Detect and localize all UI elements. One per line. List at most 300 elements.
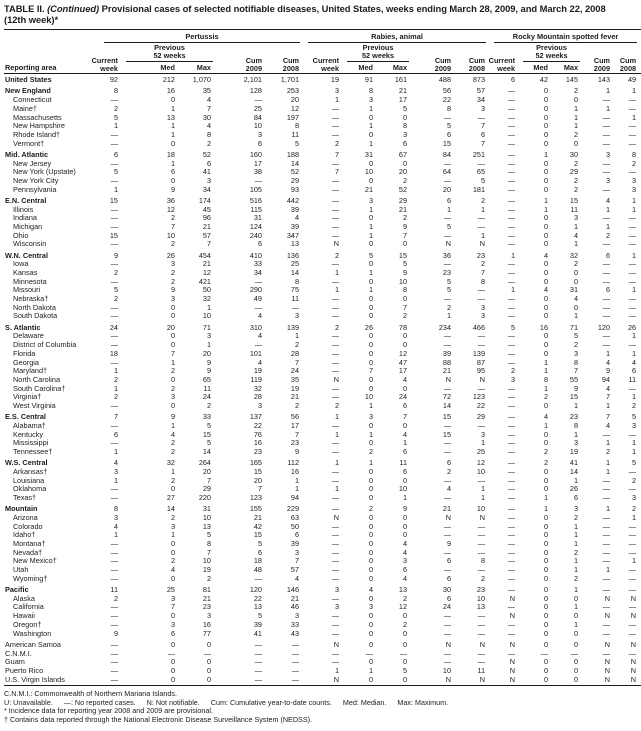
value-cell: — xyxy=(110,158,118,168)
header-group-row xyxy=(4,29,641,43)
value-cell: — xyxy=(628,628,637,638)
value-cell: 3 xyxy=(170,259,175,269)
value-cell: 17 xyxy=(398,366,408,376)
value-cell: — xyxy=(628,239,637,249)
value-cell: 7 xyxy=(294,556,300,566)
value-cell: 1 xyxy=(632,112,637,122)
value-cell: 6 xyxy=(257,138,262,148)
value-cell: 4 xyxy=(402,429,408,439)
value-cell: 0 xyxy=(520,676,553,686)
value-cell: 7 xyxy=(480,267,486,277)
value-cell: — xyxy=(331,593,340,603)
value-cell: 21 xyxy=(202,259,211,269)
value-cell: — xyxy=(331,195,340,205)
value-cell: 0 xyxy=(402,530,408,540)
value-cell: 8 xyxy=(294,276,300,286)
value-cell: — xyxy=(110,665,118,675)
reporting-area-cell: North Carolina xyxy=(13,374,61,384)
value-cell: 4 xyxy=(206,95,211,105)
value-cell: N xyxy=(604,611,611,621)
value-cell: 0 xyxy=(543,331,549,341)
value-cell: 0 xyxy=(543,129,549,139)
value-cell: — xyxy=(254,648,262,658)
value-cell: 26 xyxy=(627,322,637,332)
value-cell: — xyxy=(443,565,452,575)
value-cell: — xyxy=(443,611,452,621)
value-cell: 20 xyxy=(166,322,175,332)
value-cell: — xyxy=(602,158,611,168)
value-cell: 1 xyxy=(368,103,374,113)
value-cell: 1 xyxy=(543,366,549,376)
value-cell: 7 xyxy=(294,429,300,439)
value-cell: 1 xyxy=(334,429,340,439)
value-cell: — xyxy=(602,521,611,531)
reporting-area-cell: New England xyxy=(5,86,51,96)
value-cell: 20 xyxy=(202,466,211,476)
value-cell: 20 xyxy=(253,475,262,485)
value-cell: 488 xyxy=(412,74,456,85)
value-cell: 4 xyxy=(113,458,118,468)
value-cell: — xyxy=(331,129,340,139)
value-cell: 3 xyxy=(113,512,118,522)
value-cell: 1 xyxy=(543,383,549,393)
value-cell: 8 xyxy=(402,121,408,131)
reporting-area-cell: South Dakota xyxy=(13,311,58,321)
value-cell: 14 xyxy=(442,401,452,411)
value-cell: — xyxy=(291,639,300,649)
value-cell: 197 xyxy=(286,112,300,122)
value-cell: — xyxy=(443,521,452,531)
value-cell: 0 xyxy=(368,547,374,557)
value-cell: — xyxy=(602,213,611,223)
reporting-area-cell: E.N. Central xyxy=(5,195,47,205)
value-cell: 1 xyxy=(543,420,549,430)
value-cell: 1 xyxy=(632,331,637,341)
value-cell: — xyxy=(628,138,637,148)
reporting-area-cell: California xyxy=(13,602,44,612)
value-cell: 33 xyxy=(202,412,211,422)
value-cell: 76 xyxy=(253,429,262,439)
value-cell: 2 xyxy=(113,593,118,603)
value-cell: — xyxy=(291,302,300,312)
value-cell: — xyxy=(443,438,452,448)
value-cell: 24 xyxy=(202,392,211,402)
value-cell: 3 xyxy=(294,547,300,557)
value-cell: 72 xyxy=(442,392,452,402)
value-cell: 410 xyxy=(249,250,262,260)
value-cell: 0 xyxy=(543,628,549,638)
reporting-area-cell: Arkansas† xyxy=(13,466,48,476)
value-cell: 123 xyxy=(472,392,486,402)
reporting-area-cell: Nebraska† xyxy=(13,294,49,304)
value-cell: 6 xyxy=(402,447,408,457)
value-cell: — xyxy=(628,539,637,549)
value-cell: — xyxy=(331,438,340,448)
value-cell: — xyxy=(507,619,516,629)
value-cell: 7 xyxy=(294,357,300,367)
value-cell: 0 xyxy=(368,294,374,304)
value-cell: 1 xyxy=(294,475,300,485)
value-cell: — xyxy=(477,530,486,540)
value-cell: 6 xyxy=(446,573,452,583)
value-cell: 23 xyxy=(476,250,486,260)
value-cell: 466 xyxy=(472,322,486,332)
value-cell: 8 xyxy=(480,556,486,566)
table-row xyxy=(4,186,641,195)
value-cell: — xyxy=(602,648,611,658)
value-cell: 146 xyxy=(286,585,300,595)
value-cell: — xyxy=(254,639,262,649)
value-cell: 0 xyxy=(543,239,549,249)
value-cell: 12 xyxy=(476,458,486,468)
value-cell: 5 xyxy=(632,412,637,422)
value-cell: 2 xyxy=(573,547,579,557)
value-cell: 1 xyxy=(605,565,611,575)
value-cell: — xyxy=(602,138,611,148)
value-cell: 3 xyxy=(257,401,262,411)
value-cell: — xyxy=(443,294,452,304)
value-cell: 0 xyxy=(368,129,374,139)
value-cell: 2 xyxy=(480,573,486,583)
value-cell: — xyxy=(291,665,300,675)
value-cell: 11 xyxy=(570,204,579,214)
value-cell: — xyxy=(507,521,516,531)
value-cell: 0 xyxy=(543,294,549,304)
value-cell: 3 xyxy=(480,103,486,113)
value-cell: 57 xyxy=(476,86,486,96)
value-cell: 9 xyxy=(206,357,211,367)
value-cell: 2 xyxy=(402,593,408,603)
value-cell: — xyxy=(110,639,118,649)
value-cell: 25 xyxy=(476,447,486,457)
value-cell: 32 xyxy=(202,294,211,304)
value-cell: 0 xyxy=(368,158,374,168)
value-cell: 55 xyxy=(569,374,579,384)
reporting-area-cell: West Virginia xyxy=(13,401,56,411)
value-cell: 4 xyxy=(573,230,579,240)
value-cell: 0 xyxy=(543,311,549,321)
value-cell: N xyxy=(509,611,516,621)
value-cell: 15 xyxy=(202,429,211,439)
value-cell: 2 xyxy=(543,447,549,457)
notifiable-diseases-table xyxy=(4,29,641,687)
value-cell: 15 xyxy=(442,412,452,422)
value-cell: — xyxy=(110,619,118,629)
value-cell: — xyxy=(507,103,516,113)
value-cell: 8 xyxy=(206,539,211,549)
value-cell: 6 xyxy=(206,158,211,168)
value-cell: — xyxy=(477,158,486,168)
value-cell: 2 xyxy=(206,138,211,148)
value-cell: — xyxy=(628,167,637,177)
value-cell: 1 xyxy=(446,311,452,321)
value-cell: 1 xyxy=(632,285,637,295)
value-cell: 1 xyxy=(573,311,579,321)
value-cell: 1 xyxy=(480,493,486,503)
value-cell: N xyxy=(630,657,637,667)
value-cell: 0 xyxy=(170,657,175,667)
value-cell: 6 xyxy=(402,565,408,575)
reporting-area-header: Reporting area xyxy=(4,29,100,74)
title-line2: (12th week)* xyxy=(4,13,59,25)
value-cell: 0 xyxy=(543,593,549,603)
value-cell: — xyxy=(331,619,340,629)
value-cell: 0 xyxy=(368,213,374,223)
value-cell: 8 xyxy=(446,103,452,113)
value-cell: 21 xyxy=(202,221,211,231)
value-cell: — xyxy=(507,648,516,658)
value-cell: 0 xyxy=(543,665,549,675)
value-cell: 7 xyxy=(480,121,486,131)
value-cell: 0 xyxy=(402,239,408,249)
value-cell: — xyxy=(110,276,118,286)
value-cell: 1 xyxy=(605,221,611,231)
value-cell: — xyxy=(602,239,611,249)
value-cell: — xyxy=(254,302,262,312)
value-cell: N xyxy=(615,676,641,686)
value-cell: 30 xyxy=(442,585,452,595)
value-cell: — xyxy=(477,619,486,629)
value-cell: 32 xyxy=(166,458,175,468)
value-cell: 42 xyxy=(520,74,553,85)
table-row xyxy=(4,575,641,584)
value-cell: 2 xyxy=(170,239,175,249)
value-cell: 2 xyxy=(573,158,579,168)
value-cell: 101 xyxy=(249,348,262,358)
value-cell: — xyxy=(443,530,452,540)
value-cell: 2 xyxy=(632,401,637,411)
value-cell: 19 xyxy=(290,383,300,393)
value-cell: 4 xyxy=(257,357,262,367)
value-cell: 1 xyxy=(113,530,118,540)
value-cell: 5 xyxy=(446,285,452,295)
value-cell: 2 xyxy=(573,129,579,139)
value-cell: 2 xyxy=(170,267,175,277)
value-cell: 28 xyxy=(290,348,300,358)
value-cell: 1 xyxy=(480,484,486,494)
value-cell: — xyxy=(443,213,452,223)
value-cell: 0 xyxy=(368,311,374,321)
value-cell: 9 xyxy=(402,267,408,277)
cum-2008-header: Cum 2008 xyxy=(619,55,637,73)
value-cell: — xyxy=(110,357,118,367)
value-cell: 0 xyxy=(368,302,374,312)
value-cell: 454 xyxy=(198,250,211,260)
value-cell: 4 xyxy=(170,429,175,439)
value-cell: 3 xyxy=(605,149,611,159)
value-cell: 0 xyxy=(170,311,175,321)
value-cell: — xyxy=(602,167,611,177)
value-cell: 7 xyxy=(206,547,211,557)
value-cell: — xyxy=(477,539,486,549)
value-cell: 3 xyxy=(368,602,374,612)
value-cell: 28 xyxy=(253,392,262,402)
value-cell: 1 xyxy=(573,530,579,540)
value-cell: 0 xyxy=(543,340,549,350)
value-cell: — xyxy=(602,512,611,522)
value-cell: 2 xyxy=(446,302,452,312)
value-cell: 1 xyxy=(113,121,118,131)
reporting-area-cell: Virginia† xyxy=(13,392,42,402)
value-cell: 32 xyxy=(253,383,262,393)
value-cell: 63 xyxy=(290,512,300,522)
value-cell: — xyxy=(507,175,516,185)
value-cell: — xyxy=(331,420,340,430)
value-cell: — xyxy=(507,138,516,148)
table-row xyxy=(4,148,641,159)
value-cell: — xyxy=(628,121,637,131)
value-cell: 0 xyxy=(543,602,549,612)
value-cell: 21 xyxy=(253,512,262,522)
reporting-area-cell: United States xyxy=(4,74,100,85)
value-cell: 17 xyxy=(398,95,408,105)
table-row xyxy=(4,140,641,149)
value-cell: — xyxy=(443,628,452,638)
value-cell: 26 xyxy=(364,322,374,332)
value-cell: 35 xyxy=(202,86,211,96)
value-cell: 5 xyxy=(206,420,211,430)
value-cell: 3 xyxy=(257,129,262,139)
value-cell: 2 xyxy=(573,175,579,185)
value-cell: — xyxy=(628,547,637,557)
value-cell: — xyxy=(100,676,123,686)
value-cell: — xyxy=(110,493,118,503)
value-cell: 10 xyxy=(398,484,408,494)
value-cell: 9 xyxy=(573,383,579,393)
value-cell: 1 xyxy=(294,331,300,341)
value-cell: — xyxy=(628,585,637,595)
value-cell: 4 xyxy=(294,573,300,583)
value-cell: N xyxy=(445,639,452,649)
value-cell: 23 xyxy=(569,412,579,422)
value-cell: 41 xyxy=(569,458,579,468)
value-cell: — xyxy=(628,484,637,494)
value-cell: 8 xyxy=(402,285,408,295)
value-cell: — xyxy=(477,657,486,667)
value-cell: 64 xyxy=(442,167,452,177)
value-cell: 2 xyxy=(605,447,611,457)
value-cell: 0 xyxy=(543,573,549,583)
value-cell: — xyxy=(507,86,516,96)
value-cell: 30 xyxy=(569,149,579,159)
value-cell: 123 xyxy=(249,493,262,503)
value-cell: 2 xyxy=(170,383,175,393)
group-header-pertussis: Pertussis xyxy=(100,29,304,43)
value-cell: 16 xyxy=(290,466,300,476)
value-cell: — xyxy=(507,95,516,105)
value-cell: 3 xyxy=(294,611,300,621)
value-cell: — xyxy=(110,484,118,494)
reporting-area-cell: Tennessee† xyxy=(13,447,53,457)
value-cell: — xyxy=(291,657,300,667)
value-cell: 19 xyxy=(202,565,211,575)
table-row xyxy=(4,638,641,649)
value-cell: 14 xyxy=(290,158,300,168)
value-cell: — xyxy=(477,628,486,638)
value-cell: 0 xyxy=(573,639,579,649)
value-cell: 0 xyxy=(553,676,583,686)
reporting-area-cell: U.S. Virgin Islands xyxy=(4,676,100,686)
value-cell: 36 xyxy=(442,250,452,260)
value-cell: 1 xyxy=(605,401,611,411)
reporting-area-cell: S. Atlantic xyxy=(5,322,41,332)
value-cell: — xyxy=(507,547,516,557)
value-cell: 11 xyxy=(203,383,211,393)
value-cell: 20 xyxy=(290,95,300,105)
value-cell: — xyxy=(331,657,340,667)
value-cell: — xyxy=(507,331,516,341)
value-cell: — xyxy=(507,239,516,249)
value-cell: — xyxy=(507,438,516,448)
value-cell: — xyxy=(331,539,340,549)
value-cell: 35 xyxy=(290,374,300,384)
value-cell: N xyxy=(333,512,340,522)
value-cell: 77 xyxy=(202,628,211,638)
footnote-abbr: Max: Maximum. xyxy=(397,697,449,707)
reporting-area-cell: Michigan xyxy=(13,221,43,231)
value-cell: 2 xyxy=(170,213,175,223)
value-cell: 21 xyxy=(290,392,300,402)
value-cell: 15 xyxy=(253,530,262,540)
value-cell: 29 xyxy=(569,167,579,177)
value-cell: — xyxy=(602,311,611,321)
value-cell: 1 xyxy=(605,86,611,96)
value-cell: — xyxy=(602,294,611,304)
value-cell: — xyxy=(443,648,452,658)
value-cell: 0 xyxy=(543,547,549,557)
reporting-area-cell: Minnesota xyxy=(13,276,47,286)
value-cell: — xyxy=(110,259,118,269)
value-cell: 1 xyxy=(605,103,611,113)
value-cell: 0 xyxy=(368,357,374,367)
value-cell: — xyxy=(507,267,516,277)
value-cell: 4 xyxy=(632,357,637,367)
value-cell: 1 xyxy=(573,602,579,612)
value-cell: — xyxy=(477,285,486,295)
value-cell: 10 xyxy=(442,665,452,675)
value-cell: 43 xyxy=(290,628,300,638)
value-cell: 25 xyxy=(290,259,300,269)
previous-52-weeks-header: Previous 52 weeks xyxy=(520,43,583,62)
value-cell: — xyxy=(331,628,340,638)
value-cell: 13 xyxy=(202,521,211,531)
value-cell: 0 xyxy=(402,639,408,649)
value-cell: — xyxy=(267,676,304,686)
reporting-area-cell: Oregon† xyxy=(13,619,42,629)
value-cell: 18 xyxy=(166,149,175,159)
value-cell: 3 xyxy=(170,392,175,402)
table-row xyxy=(4,676,641,686)
value-cell: — xyxy=(331,466,340,476)
value-cell: 10 xyxy=(202,311,211,321)
value-cell: — xyxy=(628,530,637,540)
reporting-area-cell: Pennsylvania xyxy=(13,184,57,194)
value-cell: 71 xyxy=(202,322,211,332)
value-cell: — xyxy=(507,392,516,402)
value-cell: 57 xyxy=(202,230,211,240)
value-cell: 16 xyxy=(253,438,262,448)
value-cell: — xyxy=(110,611,118,621)
value-cell: 0 xyxy=(543,556,549,566)
value-cell: 4 xyxy=(402,547,408,557)
value-cell: 5 xyxy=(206,530,211,540)
reporting-area-cell: Rhode Island† xyxy=(13,129,61,139)
value-cell: 6 xyxy=(170,628,175,638)
value-cell: 2 xyxy=(402,619,408,629)
value-cell: — xyxy=(628,311,637,321)
reporting-area-cell: Massachusetts xyxy=(13,112,62,122)
value-cell: 3 xyxy=(402,556,408,566)
